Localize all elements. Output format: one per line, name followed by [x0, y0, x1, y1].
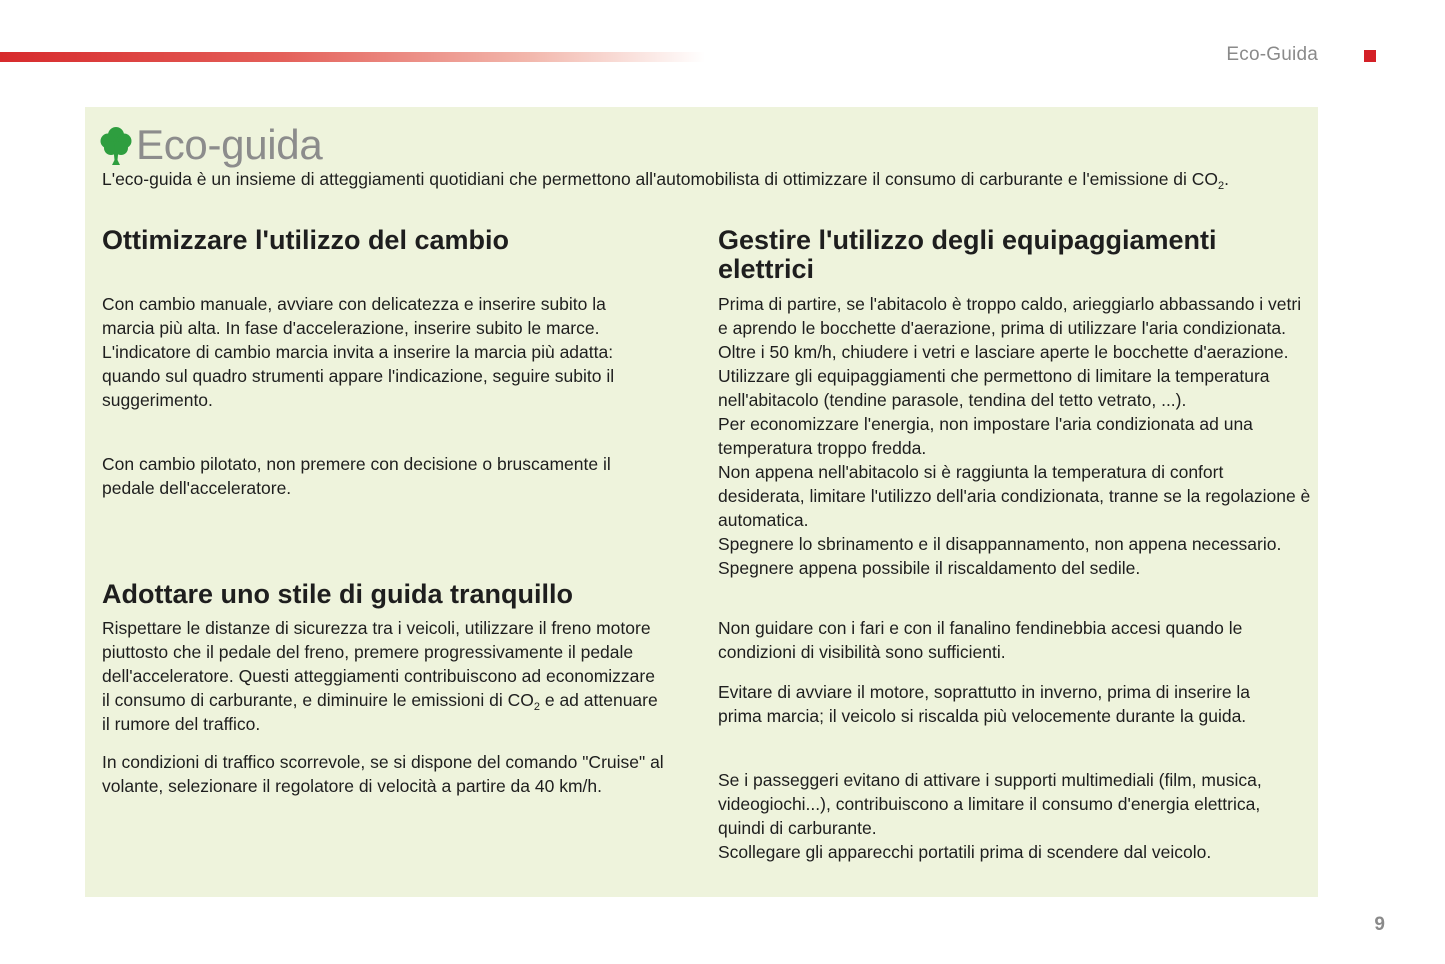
page-title: Eco-guida — [136, 121, 323, 168]
electrical-tip: Spegnere lo sbrinamento e il disappannamento, non appena necessario. — [718, 534, 1282, 554]
gearbox-manual-paragraph: Con cambio manuale, avviare con delicatezza e inserire subito la marcia più alta. In fase d'accelerazione, inserire subito le marce. L'indicatore di cambio marcia invita a inserire la marcia più adatta: quando sul quadro strumenti appare l'indicazione, seguire subito il suggerimento. — [102, 294, 615, 410]
headlights-paragraph: Non guidare con i fari e con il fanalino fendinebbia accesi quando le condizioni di visibilità sono sufficienti. — [718, 618, 1243, 662]
section-label: Eco-Guida — [1226, 44, 1318, 65]
cruise-control-paragraph: In condizioni di traffico scorrevole, se si dispone del comando "Cruise" al volante, selezionare il regolatore di velocità a partire da 40 km/h. — [102, 752, 664, 796]
electrical-tip: Oltre i 50 km/h, chiudere i vetri e lasciare aperte le bocchette d'aerazione. — [718, 342, 1289, 362]
header-accent-bar — [0, 52, 705, 62]
heading-electrical-equipment: Gestire l'utilizzo degli equipaggiamenti elettrici — [718, 225, 1217, 284]
multimedia-tip: Se i passeggeri evitano di attivare i supporti multimediali (film, musica, videogiochi...), contribuiscono a limitare il consumo d'energia elettrica, quindi di carburante. — [718, 770, 1262, 838]
driving-style-paragraph: Rispettare le distanze di sicurezza tra i veicoli, utilizzare il freno motore piuttosto che il pedale del freno, premere progressivamente il pedale dell'acceleratore. Questi atteggiamenti contribuiscono ad economizzare il consumo di carburante, e diminuire le emissioni di $CO_2$ e ad attenuare il rumore del traffico. — [102, 618, 658, 734]
electrical-tip: Non appena nell'abitacolo si è raggiunta la temperatura di confort desiderata, limitare l'utilizzo dell'aria condizionata, tranne se la regolazione è automatica. — [718, 462, 1311, 530]
electrical-tip: Per economizzare l'energia, non impostare l'aria condizionata ad una temperatura troppo fredda. — [718, 414, 1253, 458]
tree-icon — [100, 126, 132, 166]
electrical-tip: Spegnere appena possibile il riscaldamento del sedile. — [718, 558, 1141, 578]
multimedia-block — [718, 768, 1303, 864]
section-marker — [1364, 50, 1376, 62]
electrical-tip: Utilizzare gli equipaggiamenti che permettono di limitare la temperatura nell'abitacolo (tendine parasole, tendina del tetto vetrato, ...). — [718, 366, 1270, 410]
engine-start-paragraph: Evitare di avviare il motore, soprattutto in inverno, prima di inserire la prima marcia; il veicolo si riscalda più velocemente durante la guida. — [718, 682, 1251, 726]
heading-gearbox: Ottimizzare l'utilizzo del cambio — [102, 225, 509, 255]
multimedia-tip: Scollegare gli apparecchi portatili prima di scendere dal veicolo. — [718, 842, 1212, 862]
electrical-tip: Prima di partire, se l'abitacolo è troppo caldo, arieggiarlo abbassando i vetri e aprendo le bocchette d'aerazione, prima di utilizzare l'aria condizionata. — [718, 294, 1302, 338]
page-number: 9 — [1374, 914, 1385, 935]
electrical-tips-block — [718, 292, 1313, 580]
heading-driving-style: Adottare uno stile di guida tranquillo — [102, 579, 573, 609]
gearbox-piloted-paragraph: Con cambio pilotato, non premere con decisione o bruscamente il pedale dell'acceleratore. — [102, 454, 611, 498]
intro-paragraph: L'eco-guida è un insieme di atteggiamenti quotidiani che permettono all'automobilista di ottimizzare il consumo di carburante e l'emissione di $CO_2$. — [102, 169, 1230, 192]
